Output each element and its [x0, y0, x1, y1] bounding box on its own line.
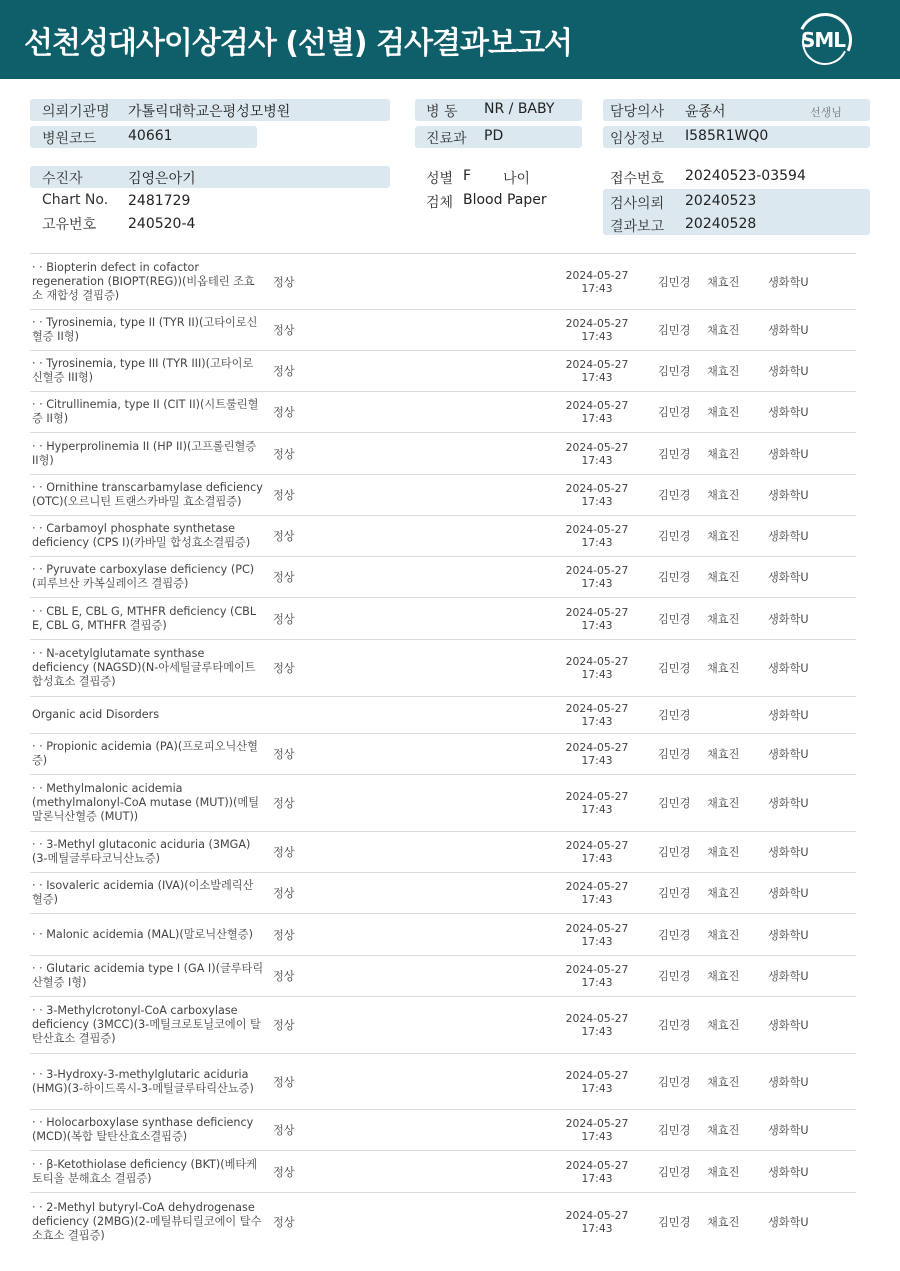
doctor-label: 담당의사	[610, 104, 665, 120]
report-datetime	[552, 441, 642, 467]
test-result: 정상	[273, 1215, 295, 1229]
result-row	[30, 997, 856, 1054]
lab-dept: 생화학U	[768, 324, 809, 337]
result-row	[30, 956, 856, 997]
lab-dept: 생화학U	[768, 275, 809, 289]
report-date: 2024-05-27	[565, 921, 629, 935]
result-row	[30, 254, 856, 310]
result-row	[30, 1110, 856, 1151]
lab-dept: 생화학U	[768, 1215, 809, 1229]
lab-dept: 생화학U	[768, 709, 809, 722]
verifier-2: 채효진	[707, 748, 740, 761]
verifier-2: 채효진	[707, 275, 740, 289]
report-time: 17:43	[581, 618, 613, 632]
test-name: · · Glutaric acidemia type I (GA I)(글루타릭산혈증 I형)	[32, 962, 264, 989]
test-result: 정상	[273, 928, 295, 942]
verifier-1: 김민경	[658, 709, 691, 722]
test-result: 정상	[273, 1019, 295, 1032]
result-row	[30, 598, 856, 640]
report-date: 2024-05-27	[565, 268, 629, 282]
verifier-1: 김민경	[658, 571, 691, 584]
verifier-2: 채효진	[707, 1124, 740, 1137]
test-result: 정상	[273, 1124, 295, 1137]
report-title: 선천성대사이상검사 (선별) 검사결과보고서	[24, 26, 572, 61]
report-datetime	[552, 523, 642, 549]
test-name: · · N-acetylglutamate synthase deficiency (NAGSD)(N-아세틸글루타메이트 합성효소 결핍증)	[32, 647, 256, 688]
verifier-1: 김민경	[658, 365, 691, 378]
lab-dept: 생화학U	[768, 406, 809, 419]
report-time: 17:43	[581, 412, 613, 425]
result-row	[30, 914, 856, 956]
patient-bar	[30, 166, 390, 188]
result-row	[30, 557, 856, 598]
verifier-1: 김민경	[658, 662, 691, 675]
report-datetime	[552, 1012, 642, 1038]
test-name: · · Citrullinemia, type II (CIT II)(시트룰린혈증 II형)	[32, 398, 259, 425]
report-time: 17:43	[581, 1171, 613, 1185]
test-result: 정상	[273, 612, 295, 626]
unique-label: 고유번호	[42, 217, 97, 233]
report-time: 17:43	[581, 1130, 613, 1143]
verifier-2: 채효진	[707, 447, 740, 461]
report-datetime	[552, 564, 642, 590]
report-datetime	[552, 1069, 642, 1095]
report-datetime	[552, 399, 642, 425]
lab-dept: 생화학U	[768, 928, 809, 942]
verifier-2: 채효진	[707, 530, 740, 543]
test-name: Organic acid Disorders	[32, 708, 160, 721]
report-date: 2024-05-27	[565, 1117, 629, 1130]
test-name: · · Propionic acidemia (PA)(프로피오닉산혈증)	[32, 740, 258, 767]
lab-dept: 생화학U	[768, 447, 809, 461]
verifier-2: 채효진	[707, 406, 740, 419]
test-name: · · Ornithine transcarbamylase deficiency (OTC)(오르니틴 트랜스카바밀 효소결핍증)	[32, 481, 263, 508]
report-date: 2024-05-27	[565, 440, 629, 454]
lab-dept: 생화학U	[768, 662, 809, 675]
lab-dept: 생화학U	[768, 846, 809, 859]
verifier-1: 김민경	[658, 1075, 691, 1089]
verifier-1: 김민경	[658, 797, 691, 810]
verifier-1: 김민경	[658, 489, 691, 502]
report-datetime	[552, 963, 642, 989]
test-name: · · 3-Methylcrotonyl-CoA carboxylase deficiency (3MCC)(3-메틸크로토닐코에이 탈탄산효소 결핍증)	[32, 1004, 261, 1045]
report-datetime	[552, 922, 642, 948]
test-result: 정상	[273, 846, 295, 859]
verifier-2: 채효진	[707, 1165, 740, 1179]
report-datetime	[552, 839, 642, 865]
lab-dept: 생화학U	[768, 571, 809, 584]
report-time: 17:43	[581, 715, 613, 728]
report-datetime	[552, 482, 642, 508]
test-name: · · Methylmalonic acidemia (methylmalonyl-CoA mutase (MUT))(메틸말론닉산혈증 (MUT))	[32, 782, 260, 823]
report-time: 17:43	[581, 803, 613, 816]
test-name: · · CBL E, CBL G, MTHFR deficiency (CBL E, CBL G, MTHFR 결핍증)	[32, 604, 257, 632]
result-row	[30, 475, 856, 516]
report-time: 17:43	[581, 495, 613, 508]
dept-label: 진료과	[426, 131, 467, 147]
age-label: 나이	[503, 171, 531, 187]
test-result: 정상	[273, 324, 295, 337]
verifier-1: 김민경	[658, 612, 691, 626]
lab-dept: 생화학U	[768, 1124, 809, 1137]
verifier-1: 김민경	[658, 1124, 691, 1137]
verifier-1: 김민경	[658, 1165, 691, 1179]
test-result: 정상	[273, 530, 295, 543]
report-datetime	[552, 880, 642, 906]
lab-dept: 생화학U	[768, 887, 809, 900]
test-result: 정상	[273, 887, 295, 900]
report-date: 2024-05-27	[565, 741, 629, 754]
verifier-2: 채효진	[707, 797, 740, 810]
verifier-2: 채효진	[707, 662, 740, 675]
verifier-2: 채효진	[707, 571, 740, 584]
test-result: 정상	[273, 571, 295, 584]
report-date: 2024-05-27	[565, 1158, 629, 1172]
lab-dept: 생화학U	[768, 365, 809, 378]
report-time: 17:43	[581, 893, 613, 906]
result-row	[30, 1054, 856, 1110]
verifier-1: 김민경	[658, 748, 691, 761]
verifier-2: 채효진	[707, 970, 740, 983]
request-label: 검사의뢰	[610, 196, 665, 212]
report-datetime	[552, 1159, 642, 1185]
verifier-1: 김민경	[658, 530, 691, 543]
request-value: 20240523	[685, 193, 757, 209]
report-date: 2024-05-27	[565, 1208, 629, 1222]
report-datetime	[552, 741, 642, 767]
verifier-2: 채효진	[707, 1075, 740, 1089]
test-result: 정상	[273, 489, 295, 502]
clinical-value: I585R1WQ0	[685, 128, 769, 144]
report-label: 결과보고	[610, 219, 665, 235]
report-time: 17:43	[581, 577, 613, 590]
receipt-label: 접수번호	[610, 171, 665, 187]
lab-dept: 생화학U	[768, 489, 809, 502]
verifier-1: 김민경	[658, 928, 691, 942]
verifier-1: 김민경	[658, 1019, 691, 1032]
result-row	[30, 697, 856, 734]
report-header	[0, 0, 900, 79]
doctor-value: 윤종서	[685, 104, 726, 120]
report-datetime	[552, 269, 642, 295]
lab-dept: 생화학U	[768, 1075, 809, 1089]
report-time: 17:43	[581, 754, 613, 767]
test-name: · · Carbamoyl phosphate synthetase deficiency (CPS I)(카바밀 합성효소결핍증)	[32, 522, 251, 549]
specimen-label: 검체	[426, 195, 454, 211]
report-time: 17:43	[581, 536, 613, 549]
chart-value: 2481729	[128, 193, 191, 209]
result-row	[30, 516, 856, 557]
report-date: 2024-05-27	[565, 1012, 629, 1025]
test-result: 정상	[273, 447, 295, 461]
report-date: 2024-05-27	[565, 482, 629, 495]
report-datetime	[552, 702, 642, 728]
result-row	[30, 640, 856, 697]
report-date: 2024-05-27	[565, 963, 629, 976]
verifier-1: 김민경	[658, 324, 691, 337]
verifier-2: 채효진	[707, 887, 740, 900]
test-name: · · Tyrosinemia, type II (TYR II)(고타이로신혈증 II형)	[32, 316, 258, 343]
hospital-code-value: 40661	[128, 128, 173, 144]
report-time: 17:43	[581, 1221, 613, 1235]
test-result: 정상	[273, 748, 295, 761]
lab-dept: 생화학U	[768, 530, 809, 543]
lab-dept: 생화학U	[768, 797, 809, 810]
report-datetime	[552, 606, 642, 632]
report-time: 17:43	[581, 371, 613, 384]
report-datetime	[552, 317, 642, 343]
verifier-2: 채효진	[707, 846, 740, 859]
chart-label: Chart No.	[42, 192, 109, 208]
report-time: 17:43	[581, 281, 613, 295]
verifier-1: 김민경	[658, 406, 691, 419]
result-row	[30, 873, 856, 914]
test-name: · · Isovaleric acidemia (IVA)(이소발레릭산혈증)	[32, 879, 254, 906]
test-name: · · Hyperprolinemia II (HP II)(고프롤린혈증 II형)	[32, 439, 257, 467]
patient-label: 수진자	[42, 171, 83, 187]
report-date: 2024-05-27	[565, 655, 629, 668]
verifier-2: 채효진	[707, 1215, 740, 1229]
report-datetime	[552, 358, 642, 384]
lab-dept: 생화학U	[768, 612, 809, 626]
institution-label: 의뢰기관명	[42, 104, 110, 120]
test-name: · · Malonic acidemia (MAL)(말로닉산혈증)	[32, 927, 253, 941]
test-name: · · 3-Methyl glutaconic aciduria (3MGA)(3-메틸글루타코닉산뇨증)	[32, 838, 251, 865]
report-time: 17:43	[581, 1025, 613, 1038]
hospital-code-label: 병원코드	[42, 131, 97, 147]
verifier-1: 김민경	[658, 447, 691, 461]
result-row	[30, 1193, 856, 1250]
result-row	[30, 832, 856, 873]
result-row	[30, 734, 856, 775]
verifier-2: 채효진	[707, 324, 740, 337]
report-time: 17:43	[581, 976, 613, 989]
ward-value: NR / BABY	[484, 101, 555, 117]
test-name: · · 3-Hydroxy-3-methylglutaric aciduria (HMG)(3-하이드록시-3-메틸글루타릭산뇨증)	[32, 1067, 254, 1095]
sex-label: 성별	[426, 171, 454, 187]
report-date: 2024-05-27	[565, 605, 629, 619]
report-date: 2024-05-27	[565, 1068, 629, 1082]
sml-logo-icon	[798, 13, 854, 67]
doctor-suffix: 선생님	[810, 106, 842, 119]
test-result: 정상	[273, 970, 295, 983]
verifier-2: 채효진	[707, 612, 740, 626]
ward-label: 병 동	[426, 104, 458, 120]
report-datetime	[552, 1209, 642, 1235]
patient-value: 김영은아기	[128, 171, 196, 187]
sex-value: F	[463, 168, 472, 184]
report-value: 20240528	[685, 216, 757, 232]
report-datetime	[552, 1117, 642, 1143]
report-date: 2024-05-27	[565, 317, 629, 330]
test-result: 정상	[273, 275, 295, 289]
test-result: 정상	[273, 662, 295, 675]
report-datetime	[552, 655, 642, 681]
test-name: · · Pyruvate carboxylase deficiency (PC)(피루브산 카복실레이즈 결핍증)	[32, 563, 255, 590]
verifier-1: 김민경	[658, 1215, 691, 1229]
lab-dept: 생화학U	[768, 748, 809, 761]
result-row	[30, 351, 856, 392]
report-time: 17:43	[581, 668, 613, 681]
result-row	[30, 310, 856, 351]
test-result: 정상	[273, 797, 295, 810]
report-date: 2024-05-27	[565, 839, 629, 852]
test-name: · · β-Ketothiolase deficiency (BKT)(베타케토티올 분해효소 결핍증)	[32, 1157, 258, 1185]
report-time: 17:43	[581, 330, 613, 343]
verifier-2: 채효진	[707, 365, 740, 378]
verifier-1: 김민경	[658, 846, 691, 859]
report-time: 17:43	[581, 852, 613, 865]
report-datetime	[552, 790, 642, 816]
report-date: 2024-05-27	[565, 564, 629, 577]
report-time: 17:43	[581, 934, 613, 948]
clinical-label: 임상정보	[610, 131, 665, 147]
verifier-1: 김민경	[658, 970, 691, 983]
report-date: 2024-05-27	[565, 358, 629, 371]
test-result: 정상	[273, 365, 295, 378]
test-result: 정상	[273, 1075, 295, 1089]
result-row	[30, 433, 856, 475]
report-date: 2024-05-27	[565, 880, 629, 893]
test-name: · · Holocarboxylase synthase deficiency (MCD)(복합 탈탄산효소결핍증)	[32, 1116, 254, 1143]
lab-dept: 생화학U	[768, 1019, 809, 1032]
lab-dept: 생화학U	[768, 970, 809, 983]
specimen-value: Blood Paper	[463, 192, 547, 208]
report-time: 17:43	[581, 1081, 613, 1095]
logo-text: SML	[801, 28, 846, 52]
institution-value: 가톨릭대학교은평성모병원	[128, 104, 291, 120]
unique-value: 240520-4	[128, 216, 196, 232]
result-row	[30, 1151, 856, 1193]
report-date: 2024-05-27	[565, 702, 629, 715]
test-result: 정상	[273, 406, 295, 419]
test-name: · · Biopterin defect in cofactor regeneration (BIOPT(REG))(비옵테린 조효소 재합성 결핍증)	[32, 260, 255, 302]
receipt-value: 20240523-03594	[685, 168, 806, 184]
verifier-1: 김민경	[658, 275, 691, 289]
result-row	[30, 775, 856, 832]
test-name: · · 2-Methyl butyryl-CoA dehydrogenase deficiency (2MBG)(2-메틸뷰티릴코에이 탈수소효소 결핍증)	[32, 1200, 262, 1242]
dept-value: PD	[484, 128, 504, 144]
lab-dept: 생화학U	[768, 1165, 809, 1179]
report-date: 2024-05-27	[565, 523, 629, 536]
verifier-1: 김민경	[658, 887, 691, 900]
report-date: 2024-05-27	[565, 790, 629, 803]
verifier-2: 채효진	[707, 928, 740, 942]
test-name: · · Tyrosinemia, type III (TYR III)(고타이로신혈증 III형)	[32, 357, 254, 384]
test-result: 정상	[273, 1165, 295, 1179]
report-date: 2024-05-27	[565, 399, 629, 412]
verifier-2: 채효진	[707, 489, 740, 502]
report-time: 17:43	[581, 453, 613, 467]
result-row	[30, 392, 856, 433]
verifier-2: 채효진	[707, 1019, 740, 1032]
